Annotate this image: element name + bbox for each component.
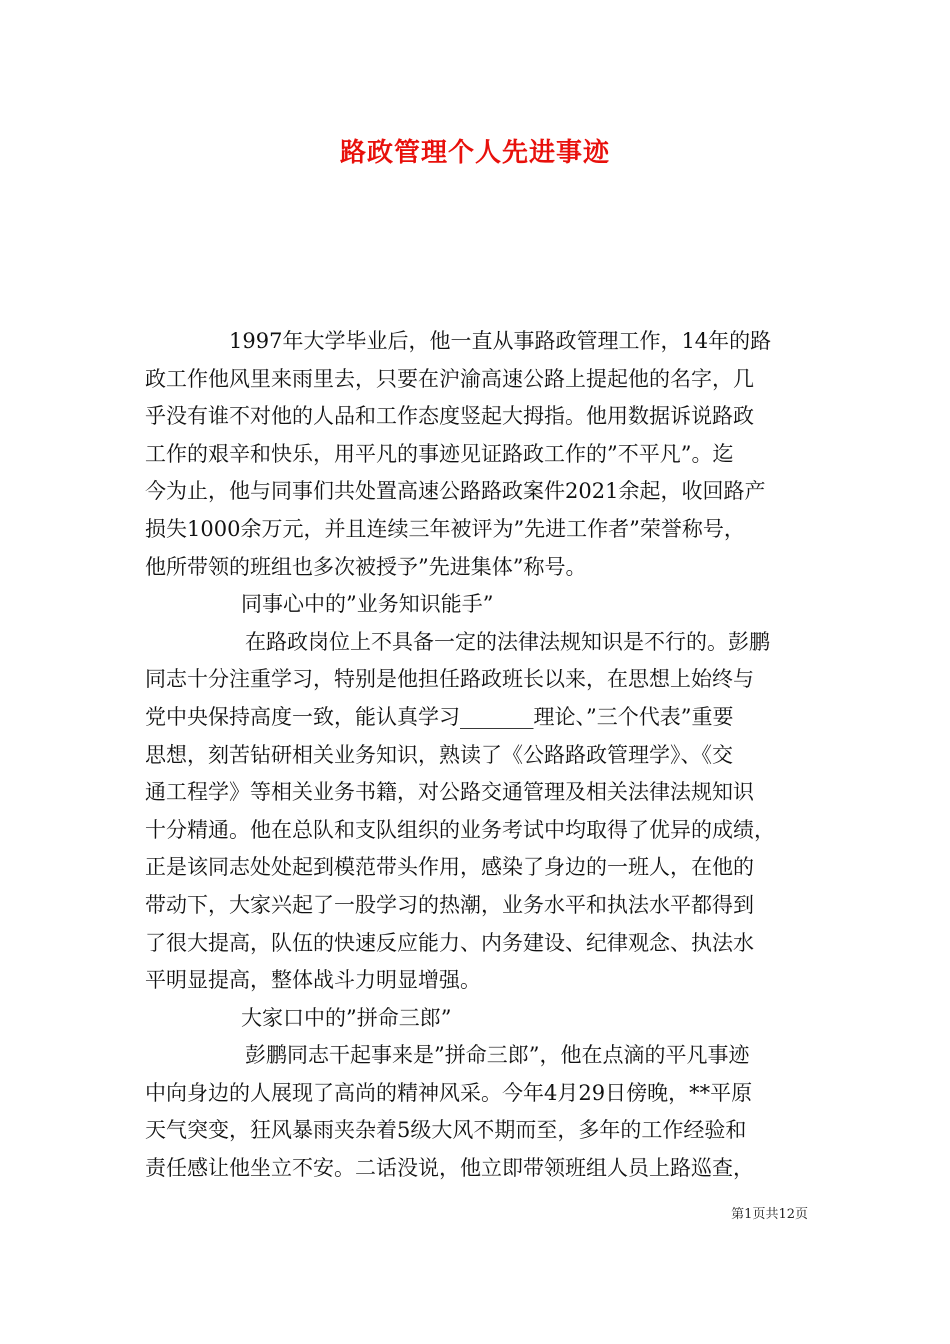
paragraph-line: 工作的艰辛和快乐，用平凡的事迹见证路政工作的”不平凡”。迄 (145, 441, 734, 466)
paragraph-line: 乎没有谁不对他的人品和工作态度竖起大拇指。他用数据诉说路政 (145, 404, 754, 429)
paragraph-line: 通工程学》等相关业务书籍，对公路交通管理及相关法律法规知识 (145, 780, 754, 805)
paragraph-line: 政工作他风里来雨里去，只要在沪渝高速公路上提起他的名字，几 (145, 366, 754, 391)
paragraph-line: 责任感让他坐立不安。二话没说，他立即带领班组人员上路巡查， (145, 1156, 754, 1181)
section-heading: 同事心中的”业务知识能手” (241, 592, 494, 617)
paragraph-line: 今为止，他与同事们共处置高速公路路政案件2021余起，收回路产 (145, 479, 766, 504)
paragraph-line: 损失1000余万元，并且连续三年被评为”先进工作者”荣誉称号， (145, 516, 745, 541)
paragraph-line: 同志十分注重学习，特别是他担任路政班长以来，在思想上始终与 (145, 667, 754, 692)
page-number-footer: 第1页共12页 (731, 1207, 808, 1222)
paragraph-line: 十分精通。他在总队和支队组织的业务考试中均取得了优异的成绩， (145, 817, 775, 842)
paragraph-line: 党中央保持高度一致，能认真学习_______理论、”三个代表”重要 (145, 704, 734, 729)
document-title: 路政管理个人先进事迹 (339, 138, 610, 168)
document-body (145, 323, 805, 1188)
paragraph-line: 带动下，大家兴起了一股学习的热潮，业务水平和执法水平都得到 (145, 892, 754, 917)
paragraph-line: 在路政岗位上不具备一定的法律法规知识是不行的。彭鹏 (245, 629, 770, 654)
paragraph-line: 他所带领的班组也多次被授予”先进集体”称号。 (145, 554, 587, 579)
paragraph-line: 正是该同志处处起到模范带头作用，感染了身边的一班人，在他的 (145, 855, 754, 880)
paragraph-line: 1997年大学毕业后，他一直从事路政管理工作，14年的路 (229, 329, 772, 353)
paragraph-line: 中向身边的人展现了高尚的精神风采。今年4月29日傍晚，**平原 (145, 1080, 753, 1105)
paragraph-line: 天气突变，狂风暴雨夹杂着5级大风不期而至，多年的工作经验和 (145, 1118, 747, 1143)
paragraph-line: 平明显提高，整体战斗力明显增强。 (145, 968, 481, 993)
section-heading: 大家口中的”拼命三郎” (241, 1005, 452, 1030)
paragraph-line: 了很大提高，队伍的快速反应能力、内务建设、纪律观念、执法水 (145, 930, 754, 955)
paragraph-line: 彭鹏同志干起事来是”拼命三郎”，他在点滴的平凡事迹 (245, 1043, 750, 1068)
paragraph-line: 思想，刻苦钻研相关业务知识，熟读了《公路路政管理学》、《交 (145, 742, 733, 767)
